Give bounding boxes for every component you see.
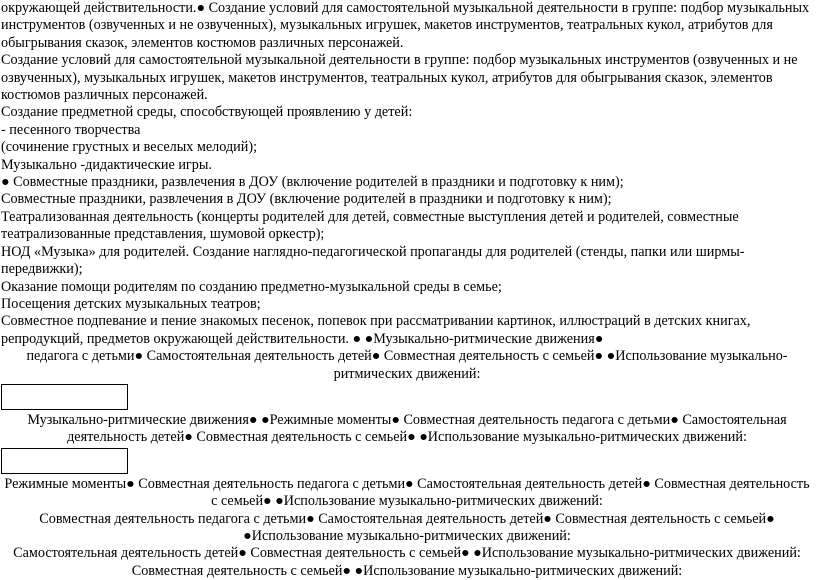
- diagram-line: педагога с детьми● Самостоятельная деятельность детей● Совместная деятельность с семьей● ●Использование музыкально-ритмических движений:: [26, 348, 788, 382]
- paragraph: окружающей действительности.● Создание условий для самостоятельной музыкальной деятельности в группе: подбор музыкальных инструментов (озвученных и не озвученных), музыкальных игрушек, макетов инструментов, театральных кукол, атрибутов для обыгрывания сказок, элементов костюмов различных персонажей.: [1, 0, 810, 51]
- paragraph: Совместное подпевание и пение знакомых песенок, попевок при рассматривании картинок, иллюстраций в детских книгах, репродукций, предметов окружающей действительности. ● ●Музыкально-ритмические движения●: [1, 313, 751, 347]
- diagram-line: Совместная деятельность с семьей● ●Использование музыкально-ритмических движений:: [131, 562, 683, 579]
- diagram-line: Режимные моменты● Совместная деятельность педагога с детьми● Самостоятельная деятельность детей● Совместная деятельность с семьей● ●Использование музыкально-ритмических движений:: [4, 475, 810, 510]
- empty-box: [1, 384, 128, 410]
- paragraph: Создание предметной среды, способствующей проявлению у детей:: [1, 104, 413, 121]
- diagram-line: Самостоятельная деятельность детей● Совместная деятельность с семьей● ●Использование музыкально-ритмических движений:: [13, 545, 801, 562]
- paragraph: - песенного творчества: [1, 121, 141, 138]
- diagram-line: Совместная деятельность педагога с детьми● Самостоятельная деятельность детей● Совместная деятельность с семьей● ●Использование музыкально-ритмических движений:: [39, 510, 775, 544]
- paragraph: (сочинение грустных и веселых мелодий);: [1, 139, 258, 156]
- paragraph: НОД «Музыка» для родителей. Создание наглядно-педагогической пропаганды для родителей (стенды, папки или ширмы-передвижки);: [1, 243, 745, 278]
- paragraph: ● Совместные праздники, развлечения в ДОУ (включение родителей в праздники и подготовку к ним);: [1, 174, 624, 191]
- paragraph: Оказание помощи родителям по созданию предметно-музыкальной среды в семье;: [1, 278, 502, 295]
- paragraph: Создание условий для самостоятельной музыкальной деятельности в группе: подбор музыкальных инструментов (озвученных и не озвученных), музыкальных игрушек, макетов инструментов, театральных кукол, атрибутов для обыгрывания сказок, элементов костюмов различных персонажей.: [1, 52, 798, 104]
- document-body: [1, 0, 813, 580]
- paragraph: Театрализованная деятельность (концерты родителей для детей, совместные выступления детей и родителей, совместные театрализованные представления, шумовой оркестр);: [1, 208, 739, 243]
- diagram-line: Музыкально-ритмические движения● ●Режимные моменты● Совместная деятельность педагога с детьми● Самостоятельная деятельность детей● Совместная деятельность с семьей● ●Использование музыкально-ритмических движений:: [27, 411, 787, 446]
- empty-box: [1, 448, 128, 474]
- paragraph: Музыкально -дидактические игры.: [1, 156, 212, 173]
- paragraph: Посещения детских музыкальных театров;: [1, 295, 261, 312]
- paragraph: Совместные праздники, развлечения в ДОУ (включение родителей в праздники и подготовку к ним);: [1, 191, 612, 208]
